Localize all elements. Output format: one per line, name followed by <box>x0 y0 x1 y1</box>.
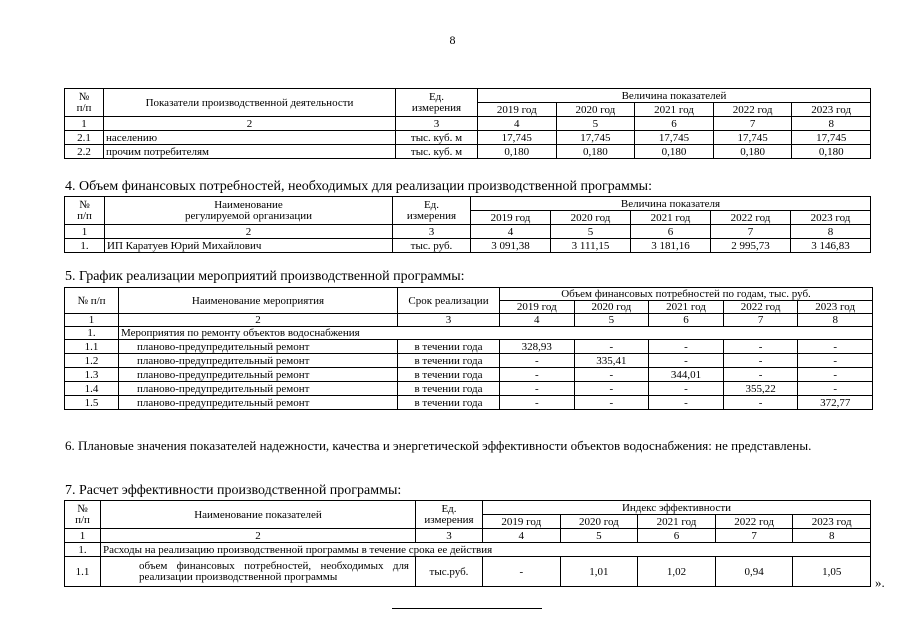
row-value: 344,01 <box>649 368 724 382</box>
row-value: 0,180 <box>635 145 714 159</box>
row-num: 2.1 <box>65 131 104 145</box>
row-num: 1.1 <box>65 340 119 354</box>
row-num: 1. <box>65 239 105 253</box>
row-unit: тыс. руб. <box>393 239 471 253</box>
row-num: 1.3 <box>65 368 119 382</box>
row-value: 328,93 <box>500 340 575 354</box>
header-value: Объем финансовых потребностей по годам, тыс. руб. <box>500 288 873 301</box>
index-cell: 3 <box>396 117 478 131</box>
efficiency-table <box>64 500 871 587</box>
header-name: Наименование регулируемой организации <box>105 197 393 225</box>
row-name: населению <box>104 131 396 145</box>
row-unit: тыс. куб. м <box>396 131 478 145</box>
index-row <box>65 225 871 239</box>
row-value: - <box>649 340 724 354</box>
year-cell: 2019 год <box>471 211 551 225</box>
row-value: - <box>798 382 873 396</box>
row-value: - <box>723 368 798 382</box>
index-cell: 8 <box>791 225 871 239</box>
row-value: - <box>500 382 575 396</box>
header-value: Величина показателя <box>471 197 871 211</box>
row-value: 17,745 <box>713 131 792 145</box>
row-value: 1,01 <box>560 557 638 587</box>
table-row <box>65 239 871 253</box>
header-unit: Ед. измерения <box>396 89 478 117</box>
table-row <box>65 557 871 587</box>
year-cell: 2021 год <box>638 515 716 529</box>
index-cell: 7 <box>711 225 791 239</box>
group-num: 1. <box>65 543 101 557</box>
row-value: - <box>649 354 724 368</box>
row-name: объем финансовых потребностей, необходимых для реализации производственной программы <box>101 557 416 587</box>
header-num: № п/п <box>65 89 104 117</box>
year-cell: 2020 год <box>556 103 635 117</box>
row-value: - <box>798 354 873 368</box>
index-cell: 1 <box>65 117 104 131</box>
year-cell: 2022 год <box>715 515 793 529</box>
row-value: - <box>798 368 873 382</box>
row-num: 1.2 <box>65 354 119 368</box>
row-term: в течении года <box>398 354 500 368</box>
row-num: 2.2 <box>65 145 104 159</box>
row-value: 372,77 <box>798 396 873 410</box>
index-cell: 7 <box>715 529 793 543</box>
row-name: планово-предупредительный ремонт <box>119 354 398 368</box>
index-cell: 2 <box>105 225 393 239</box>
row-value: 3 111,15 <box>551 239 631 253</box>
index-cell: 7 <box>713 117 792 131</box>
row-value: 17,745 <box>478 131 557 145</box>
index-cell: 6 <box>635 117 714 131</box>
year-cell: 2019 год <box>478 103 557 117</box>
row-value: 17,745 <box>556 131 635 145</box>
row-value: - <box>649 396 724 410</box>
year-cell: 2022 год <box>711 211 791 225</box>
production-indicators-table <box>64 88 871 159</box>
group-row <box>65 327 873 340</box>
row-term: в течении года <box>398 396 500 410</box>
table-row <box>65 382 873 396</box>
row-name: планово-предупредительный ремонт <box>119 340 398 354</box>
index-cell: 1 <box>65 314 119 327</box>
table-row <box>65 354 873 368</box>
table-row <box>65 396 873 410</box>
index-cell: 2 <box>104 117 396 131</box>
index-cell: 6 <box>649 314 724 327</box>
index-cell: 2 <box>101 529 416 543</box>
index-cell: 6 <box>638 529 716 543</box>
schedule-table <box>64 287 873 410</box>
row-value: 3 146,83 <box>791 239 871 253</box>
row-name: планово-предупредительный ремонт <box>119 368 398 382</box>
row-name: планово-предупредительный ремонт <box>119 396 398 410</box>
table-row <box>65 131 871 145</box>
section6-text: 6. Плановые значения показателей надежности, качества и энергетической эффективности объектов водоснабжения: не представлены. <box>65 438 812 453</box>
row-name: прочим потребителям <box>104 145 396 159</box>
financial-needs-table <box>64 196 871 253</box>
year-cell: 2023 год <box>792 103 871 117</box>
row-value: - <box>483 557 561 587</box>
header-unit: Ед. измерения <box>416 501 483 529</box>
row-term: в течении года <box>398 382 500 396</box>
index-cell: 1 <box>65 225 105 239</box>
header-name: Показатели производственной деятельности <box>104 89 396 117</box>
row-value: 0,180 <box>792 145 871 159</box>
index-cell: 6 <box>631 225 711 239</box>
row-name: ИП Каратуев Юрий Михайлович <box>105 239 393 253</box>
group-num: 1. <box>65 327 119 340</box>
index-cell: 4 <box>483 529 561 543</box>
index-cell: 5 <box>574 314 649 327</box>
row-value: - <box>574 382 649 396</box>
index-cell: 4 <box>478 117 557 131</box>
year-cell: 2019 год <box>500 301 575 314</box>
page-number: 8 <box>449 33 456 47</box>
section7-heading: 7. Расчет эффективности производственной программы: <box>65 483 402 498</box>
row-value: - <box>723 354 798 368</box>
index-cell: 1 <box>65 529 101 543</box>
group-title: Расходы на реализацию производственной программы в течение срока ее действия <box>101 543 871 557</box>
year-cell: 2021 год <box>635 103 714 117</box>
index-row <box>65 117 871 131</box>
row-value: - <box>500 354 575 368</box>
header-value: Индекс эффективности <box>483 501 871 515</box>
header-num: № п/п <box>65 288 119 314</box>
row-value: 0,180 <box>713 145 792 159</box>
group-row <box>65 543 871 557</box>
bottom-divider <box>392 608 542 609</box>
year-cell: 2020 год <box>574 301 649 314</box>
index-cell: 8 <box>792 117 871 131</box>
row-value: - <box>574 340 649 354</box>
header-unit: Ед. измерения <box>393 197 471 225</box>
year-cell: 2022 год <box>723 301 798 314</box>
row-value: 1,02 <box>638 557 716 587</box>
row-term: в течении года <box>398 368 500 382</box>
row-value: 3 091,38 <box>471 239 551 253</box>
row-value: 17,745 <box>792 131 871 145</box>
header-num: № п/п <box>65 197 105 225</box>
header-num: № п/п <box>65 501 101 529</box>
row-value: 335,41 <box>574 354 649 368</box>
row-unit: тыс.руб. <box>416 557 483 587</box>
table-row <box>65 368 873 382</box>
year-cell: 2022 год <box>713 103 792 117</box>
row-value: 0,94 <box>715 557 793 587</box>
table-row <box>65 145 871 159</box>
section4-heading: 4. Объем финансовых потребностей, необходимых для реализации производственной программы: <box>65 179 652 194</box>
row-value: - <box>649 382 724 396</box>
index-cell: 5 <box>560 529 638 543</box>
year-cell: 2021 год <box>649 301 724 314</box>
header-value: Величина показателей <box>478 89 871 103</box>
row-value: 2 995,73 <box>711 239 791 253</box>
row-value: - <box>574 396 649 410</box>
row-value: - <box>723 340 798 354</box>
row-num: 1.4 <box>65 382 119 396</box>
year-cell: 2020 год <box>551 211 631 225</box>
row-value: - <box>723 396 798 410</box>
index-cell: 4 <box>500 314 575 327</box>
closing-quote: ». <box>875 575 885 590</box>
row-unit: тыс. куб. м <box>396 145 478 159</box>
year-cell: 2019 год <box>483 515 561 529</box>
row-value: 3 181,16 <box>631 239 711 253</box>
header-name: Наименование мероприятия <box>119 288 398 314</box>
table-row <box>65 340 873 354</box>
row-value: 0,180 <box>556 145 635 159</box>
index-cell: 4 <box>471 225 551 239</box>
index-cell: 7 <box>723 314 798 327</box>
index-cell: 3 <box>398 314 500 327</box>
index-cell: 3 <box>416 529 483 543</box>
header-term: Срок реализации <box>398 288 500 314</box>
row-value: - <box>574 368 649 382</box>
section5-heading: 5. График реализации мероприятий производственной программы: <box>65 269 465 284</box>
row-value: - <box>500 368 575 382</box>
index-cell: 2 <box>119 314 398 327</box>
year-cell: 2021 год <box>631 211 711 225</box>
group-title: Мероприятия по ремонту объектов водоснабжения <box>119 327 873 340</box>
index-row <box>65 314 873 327</box>
row-value: - <box>500 396 575 410</box>
year-cell: 2023 год <box>798 301 873 314</box>
row-name: планово-предупредительный ремонт <box>119 382 398 396</box>
index-cell: 5 <box>551 225 631 239</box>
row-value: 0,180 <box>478 145 557 159</box>
row-value: 355,22 <box>723 382 798 396</box>
row-num: 1.1 <box>65 557 101 587</box>
row-value: 17,745 <box>635 131 714 145</box>
row-num: 1.5 <box>65 396 119 410</box>
year-cell: 2023 год <box>791 211 871 225</box>
index-row <box>65 529 871 543</box>
row-value: - <box>798 340 873 354</box>
row-value: 1,05 <box>793 557 871 587</box>
index-cell: 5 <box>556 117 635 131</box>
header-name: Наименование показателей <box>101 501 416 529</box>
row-term: в течении года <box>398 340 500 354</box>
index-cell: 3 <box>393 225 471 239</box>
index-cell: 8 <box>798 314 873 327</box>
index-cell: 8 <box>793 529 871 543</box>
year-cell: 2023 год <box>793 515 871 529</box>
year-cell: 2020 год <box>560 515 638 529</box>
